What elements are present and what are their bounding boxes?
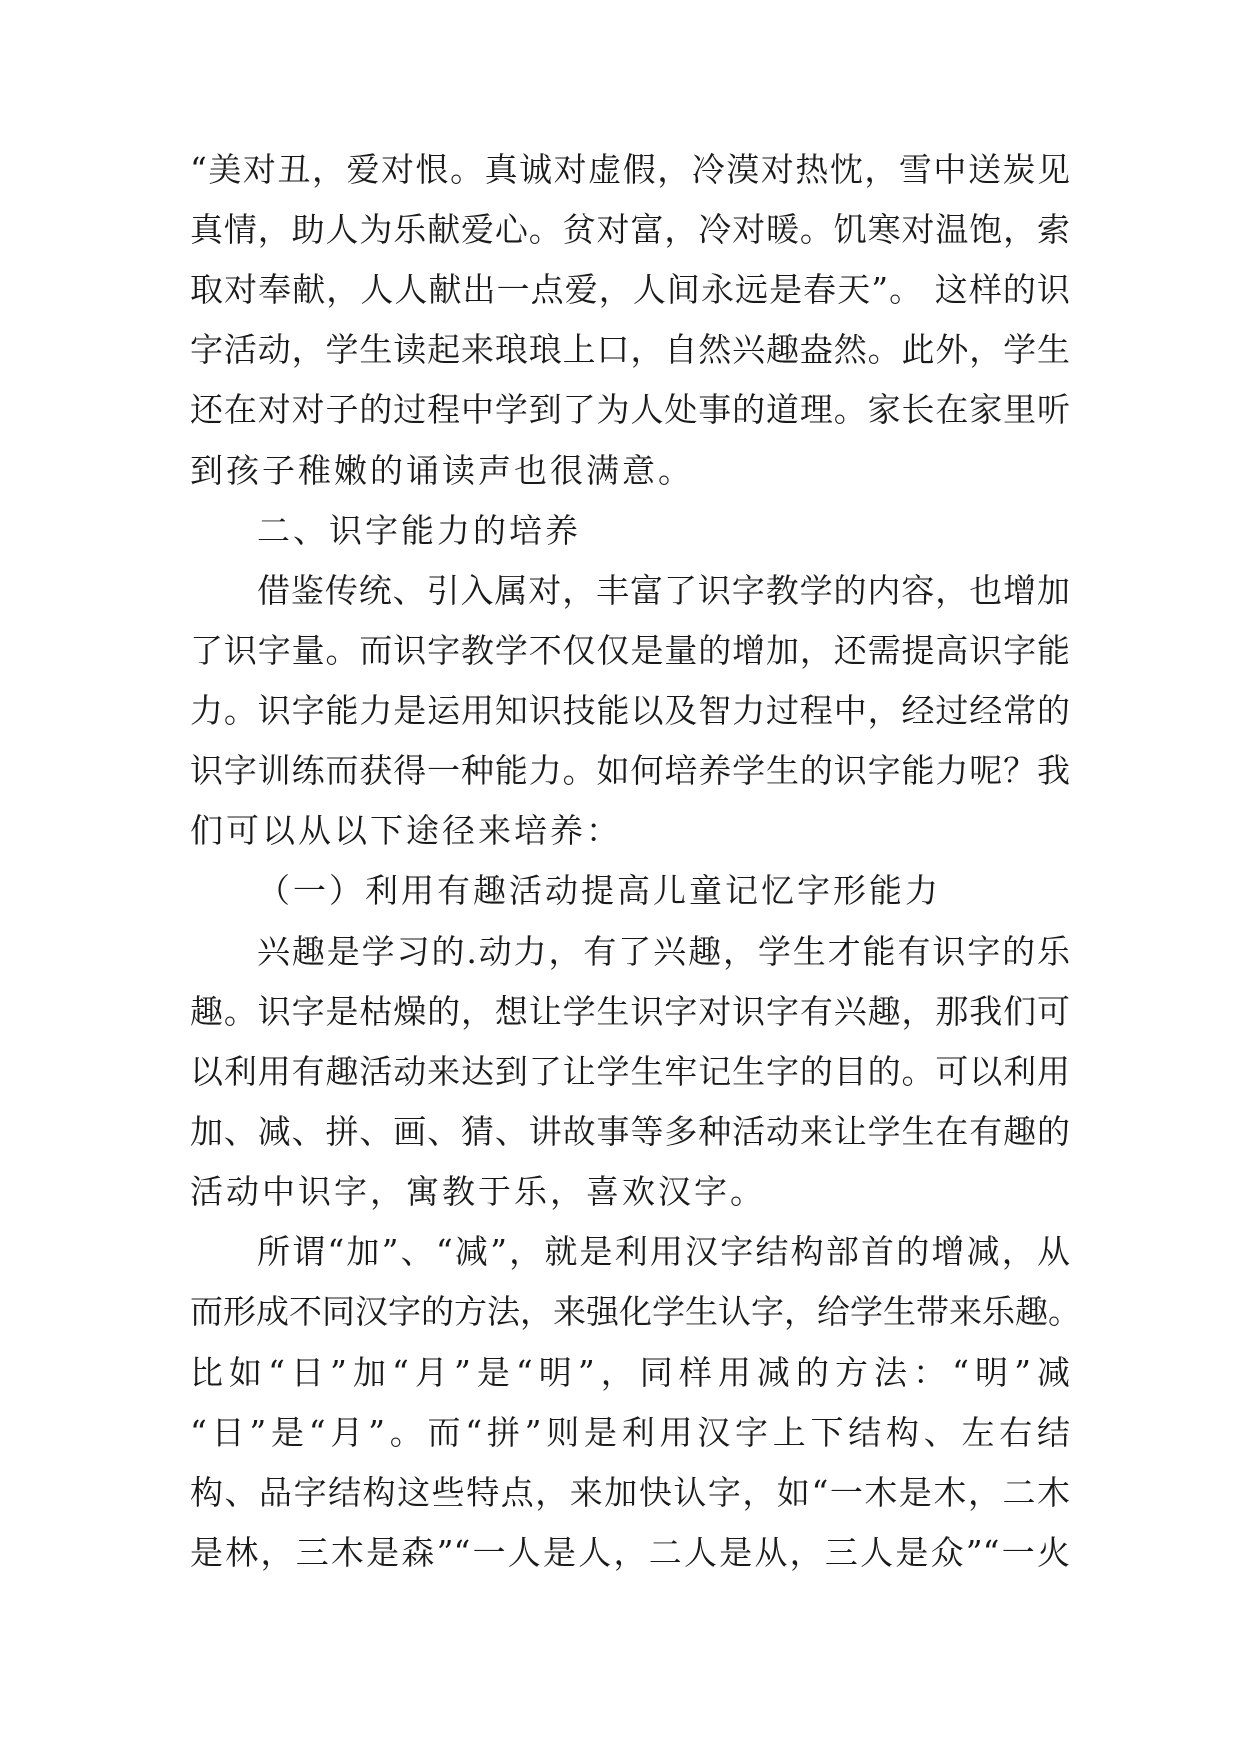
text-line: 借鉴传统、引入属对，丰富了识字教学的内容，也增加 — [257, 571, 1070, 610]
text-line: 力。识字能力是运用知识技能以及智力过程中，经过经常的 — [190, 691, 1070, 730]
text-line: 兴趣是学习的.动力，有了兴趣，学生才能有识字的乐 — [257, 932, 1070, 971]
text-line: 而形成不同汉字的方法，来强化学生认字，给学生带来乐趣。 — [190, 1292, 1081, 1331]
text-line: 还在对对子的过程中学到了为人处事的道理。家长在家里听 — [190, 390, 1070, 429]
section-heading: 二、识字能力的培养 — [257, 511, 581, 550]
text-line: 所谓“加”、“减”，就是利用汉字结构部首的增减，从 — [257, 1232, 1070, 1271]
subsection-heading: （一）利用有趣活动提高儿童记忆字形能力 — [257, 871, 941, 910]
text-line: 们可以从以下途径来培养： — [190, 811, 622, 850]
text-line: 比如“日”加“月”是“明”，同样用减的方法：“明”减 — [190, 1353, 1070, 1392]
text-line: 加、减、拼、画、猜、讲故事等多种活动来让学生在有趣的 — [190, 1112, 1070, 1151]
text-line: 趣。识字是枯燥的，想让学生识字对识字有兴趣，那我们可 — [190, 992, 1070, 1031]
text-line: 字活动，学生读起来琅琅上口，自然兴趣盎然。此外，学生 — [190, 330, 1070, 369]
text-line: 了识字量。而识字教学不仅仅是量的增加，还需提高识字能 — [190, 631, 1070, 670]
text-line: 识字训练而获得一种能力。如何培养学生的识字能力呢？我 — [190, 751, 1070, 790]
text-line: 真情，助人为乐献爱心。贫对富，冷对暖。饥寒对温饱，索 — [190, 210, 1070, 249]
text-line: “日”是“月”。而“拼”则是利用汉字上下结构、左右结 — [190, 1413, 1070, 1452]
text-line: 取对奉献，人人献出一点爱，人间永远是春天”。 这样的识 — [190, 270, 1070, 309]
text-line: “美对丑，爱对恨。真诚对虚假，冷漠对热忱，雪中送炭见 — [190, 150, 1070, 189]
text-line: 以利用有趣活动来达到了让学生牢记生字的目的。可以利用 — [190, 1052, 1070, 1091]
text-line: 活动中识字，寓教于乐，喜欢汉字。 — [190, 1172, 766, 1211]
text-line: 是林，三木是森”“一人是人，二人是从，三人是众”“一火 — [190, 1533, 1070, 1572]
text-line: 到孩子稚嫩的诵读声也很满意。 — [190, 451, 694, 490]
text-line: 构、品字结构这些特点，来加快认字，如“一木是木，二木 — [190, 1473, 1070, 1512]
